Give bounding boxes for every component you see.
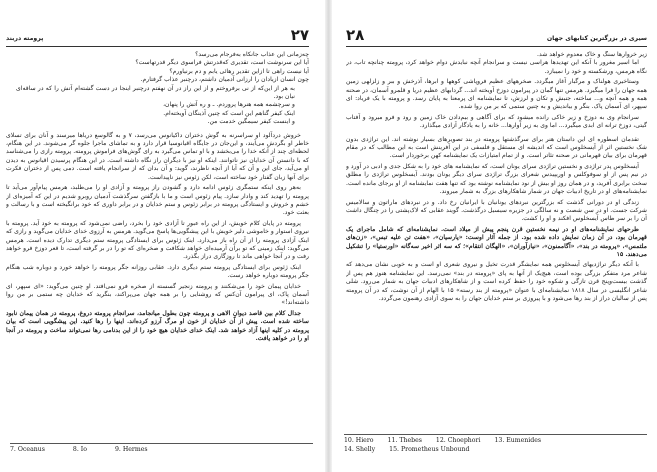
footnote: 9. Hermes bbox=[114, 445, 148, 453]
right-paragraph: زیر خروارها سنگ و خاک معدوم خواهد شد. bbox=[537, 51, 647, 58]
right-page bbox=[334, 0, 657, 472]
footnote: 14. Shelly bbox=[344, 445, 376, 453]
left-footnotes bbox=[10, 443, 313, 455]
left-paragraph: به‌ هر از این‌که از نی برفروختم و از این‌ راز در آن نهفتم درچنبر اینجا در دست گشته‌ام آتش را که در ساقه‌ای نیان بود. bbox=[16, 84, 295, 101]
right-paragraph: آیسخلوس پدر تراژدی و نخستین تراژدی سرای یونان است، که نمایشنامه های خود را به شکل جدی و ادبی در آورد و در نیم پس از او سوفوکلس و اوریپیدس شعرای بزرگ تراژدی سرای دیگر یونان بودند. آیسخلوس تراژدی را مطلق سخت برابری آفرید، و در همان روز او بیش از نود نمایشنامه نوشته بود که تنها هفت نمایشنامه از او برجای مانده است. نمایشنامه‌های او در تاریخ ادبیات جهان در شمار شاهکارهای بزرگ به شمار میروند. bbox=[346, 162, 647, 196]
footnote: 13. Eumenides bbox=[494, 437, 542, 444]
footnote: 10. Hiero bbox=[344, 437, 374, 444]
right-paragraph: وستاخیری هولناک و مرگبار آغاز میگردد. صخرههای عظیم فروپاشی کوهها و ابرها، آذرخش و ببر و زلزلهی زمین همه جهان را فرا میگیرد. هرمس تنها گمان در پیرامون دوزخ آویخته اند... گردابهای عظیم دریا و قلمرو آسمان، در صحنه همه و همه آنچه و... ساخته، جنبش و تکان و لرزش، تا نمایشنامه ای پرمعنا به پایان رسد. و پرومته با یک فریاد: ای سپهر، ای آسمان پاک. بنگر و بیاندیش و به چنین ستمی که بر من روا شده. bbox=[346, 78, 647, 111]
left-paragraph: خدایان پیمان خود را می‌شکنند و پرومته زنجیر گسسته از صخره فرو نمی‌افتد. او چنین می‌گوید: «ای سپهر، ای آسمان پاک، ای پیرامون آن‌کس که روشنایی را بر همه جهان می‌پراکند، بنگرید که خدایان چه ستمی بر من روا داشته‌اند!» bbox=[6, 282, 309, 307]
left-page-number: ۲۷ bbox=[290, 26, 309, 44]
footnote-row bbox=[344, 437, 647, 446]
footnote-row bbox=[10, 446, 313, 455]
footnote: 11. Thebes bbox=[387, 437, 422, 444]
left-paragraph: پرومته در پایان کلام خویش، از این راه عبور تا آزادی خود را بخرد، راضی نمی‌شود که پرومته به خود آید. پرومته با نیروی استوار و خاموشی دلیر خویش با این پیشگویی‌ها پاسخ می‌گوید. هرمس به آرزوی خدای خدایان می‌گوید و رازی که اینک آزادی پرومته را از آن راه باز می‌دارد. اینک ژئوس برای ایستادگی پرومته ستم دیگری تدارک دیده است. هرمس می‌گوید: اینک زمینی که تو برآن آرمیده‌ای خواهد شکافت و صخره‌ای که تو را در بر گرفته است، تا قعر دوزخ فرو خواهد رفت و در آنجا خواهی ماند تا روزگاری دراز بگذرد. bbox=[6, 219, 309, 261]
right-page-header bbox=[346, 26, 647, 47]
left-paragraph: اینک ژئوس برای ایستادگی پرومته ستم دیگری دارد. عقابی روزانه جگر پرومته را خواهد خورد و دوباره شب هنگام جگر پرومته دوباره خواهد رست. bbox=[6, 263, 309, 280]
left-page-body bbox=[6, 51, 309, 345]
book-gutter bbox=[325, 0, 332, 472]
left-paragraph: جدال کلام بین قاصد دیوانِ الاهی و پرومته چون بطول میانجامد، سرانجام پرومته دروغ، پرومته در همان پیمان نابود ساخته شده است. پیش از آن خدایان از خون او مرگ آرزو کرده‌اند. اینها را رها کنید. این پیشگویی است که بیان پرومته در کلیه اینها آزاد خواهد شد. اینک خدای خدایان هیچ خود را از این بدنامی رها نمی‌تواند ساخت و پرومته در آنجا او را در خواهد یافت. bbox=[6, 309, 309, 342]
left-paragraph: خروش دردآلود او سراسرنه به‌ گوش دختران داکیانوس می‌رسد، ۷ و به‌ گالوسع دریاها میرسند و آنان برای تسلای خاطر او بگردش می‌آیند، و این‌جان در جایگاه اقیانوسیا قرار دارد و به تماشای ماجرا جلوه گر می‌شوند. در این هنگام، لحظه‌ای چند از آنکه خدا را می‌بخشد و با او تماس می‌گیرد به رای گوش‌های فراموش پرومته. پرومته رازی را می‌شناسد که با دانستن آن خدایان نیز ناتوانند. اینکه او نیز با دیگران راز نگاه داشته است. در این هنگام پرسیدن اقیانوس به دیدن او می‌آید، جای این و آن که آیا از آنچه ناظرند، گوید: و آن بدان که از سرانجام یافته است. دمی پس از دختران فکرت برای آنها زبان گفتار خود ساخته است، لکن زئوس نیز ناپیداست. bbox=[6, 131, 309, 181]
footnote: 7. Oceanus bbox=[10, 445, 45, 453]
left-paragraph: به‌هر روی اینکه ستمگری زئوس ادامه دارد و گشودن راز پرومته و آزادی او را می‌طلبد، هرمس پیام‌آور می‌آید تا پرومته را تهدید کند و وادار سازد. پیام زئوس است و ما با بازگفتن سرگذشت آدمیان روبرو شدیم در این که آمیزه‌ای از خشم و خروش و ایستادگی پرومته در برابر زئوس و ستم خدایان و در برابر داوری که خود برانگیخته است و با رسالت و بعثت خود. bbox=[6, 184, 309, 217]
right-paragraph: طرحهای نمایشنامه‌های او در نیمه نخستین قرن پنجم پیش از میلاد است. نمایشنامه‌ای که شامل ماجرای یک قهرمان بود، در آن زمان نمایش داده شده بود. از جمله آثار اوست: «پارسیان»، «هفت تن علیه تبس»، «زن‌های ملتمس»، «پرومته در بند»، «آگاممنون»، «نیازآوران»، «الهگان انتقام»؛ که سه اثر اخیر سه‌گانه «اورستیا» را تشکیل می‌دهند. ۱۵ bbox=[346, 225, 647, 258]
right-paragraph: سرانجام وی به دوزخ و زیر خاکی رانده میشود که برای آگاهی و بیم‌دادن خاک زمین و رود و فرو میرود و آفتاب گیتی، دوزخ ترانه ای ابدی میگیرد... اما وی به زیر آوارها... خانه را به یادگار آزادی میگذارد. bbox=[346, 113, 647, 130]
right-paragraph: تقدمان اسطوره ای این داستان هنر برای سرگذشتها پرومته در بند تصویرهای بسیار نوشته اند. این تراژدی بدون شک نخستین اثر از آیسخلوس است که اندیشه ای مستقل و فلسفی در این آفرینش است به این مطالب که در مقام قهرمان برای بیان قهرمانی در صحنه تئاتر است. و از تمام امتیازات یک نمایشنامه کهن برخوردار است. bbox=[346, 135, 647, 160]
footnote: 12. Choephori bbox=[435, 437, 481, 444]
right-paragraph: با آنکه دیگر تراژدیهای آیسخلوس همه نمایشگر قدرت تخیل و نیروی شعری او است و به‌ خوبی نشان می‌دهد که شاعر مرد متفکر بزرگی بوده است، هیچ‌یک از آنها به پای «پرومته در بند» نمی‌رسد. این نمایشنامه هنوز هم پس از گذشت بیست‌وپنج قرن تازگی و شکوه خود را حفظ کرده است و از شاهکارهای ادبیات جهان به شمار می‌رود. شلی شاعر انگلیسی در سال ۱۸۱۸ نمایشنامه‌ای با عنوان «پرومته از بند رسته» ۱۵ با الهام از آن نوشت، که در آن پرومته پس از سالیان دراز از بند رها می‌شود و با پیروزی بر ستم خدایان جهان را به سوی آزادی رهنمون می‌گردد. bbox=[346, 261, 647, 302]
right-page-body bbox=[346, 51, 647, 305]
left-paragraph: و اینست کیفر سیمگین خدمت من. bbox=[207, 118, 295, 126]
left-page-header bbox=[6, 26, 309, 47]
right-running-title: سیری در بزرگترین کتابهای جهان bbox=[546, 35, 647, 42]
right-paragraph: زندگی او در دورانی گذشت که بزرگترین نبردهای یونانیان با ایرانیان رخ داد. و در نبردهای ماراتون و سالامیس شرکت جست. او در سن شصت و نه سالگی در جزیره سیسیل درگذشت. گویند عقابی که لاک‌پشتی را در چنگال داشت آن را بر سر طاس آیسخلوس افکند و او را کشت. bbox=[346, 198, 647, 223]
left-paragraph: چه‌زمانی این عذاب جانکاه به‌فرجام می‌رسد؟ bbox=[195, 51, 309, 58]
right-page-number: ۲۸ bbox=[346, 26, 365, 44]
footnote: 15. Prometheus Unbound bbox=[389, 445, 470, 453]
left-paragraph: آیا این سرنوشت است، تقدیری که‌قدرتش فراسوی دیگر قدرتهاست؟ bbox=[135, 59, 309, 67]
right-paragraph: اما اسیر مغرور با آنکه این تهدیدها هراسی نیست و سرانجام آنچه نبایدش دوام خواهد کرد، پرومته چنانچه تاب، در نگاه هرمس، ورشکسته و خود را نمیبازد. bbox=[346, 59, 647, 75]
right-footnotes bbox=[344, 434, 647, 454]
left-paragraph: اینک کیفر گناهم این است که چنین آذینگان آویخته‌ام. bbox=[163, 109, 295, 117]
left-paragraph: آیا نیست راهی تا ازاین تقدیر رهائی یابم و دم برنیاورم؟ bbox=[169, 67, 309, 75]
footnote-row bbox=[344, 446, 647, 455]
left-paragraph: و سرچشمه همه هنرها پروردم. ـ و ره آتش را پنهان، bbox=[163, 101, 295, 109]
left-page bbox=[0, 0, 323, 472]
footnote: 8. Io bbox=[72, 445, 87, 453]
left-running-title: پرومته دربند bbox=[6, 35, 44, 42]
left-paragraph: چون انسان ازیادان را ارزانی آدمیان داشتم، درچنبر عذاب گرفتارم. bbox=[140, 76, 309, 84]
